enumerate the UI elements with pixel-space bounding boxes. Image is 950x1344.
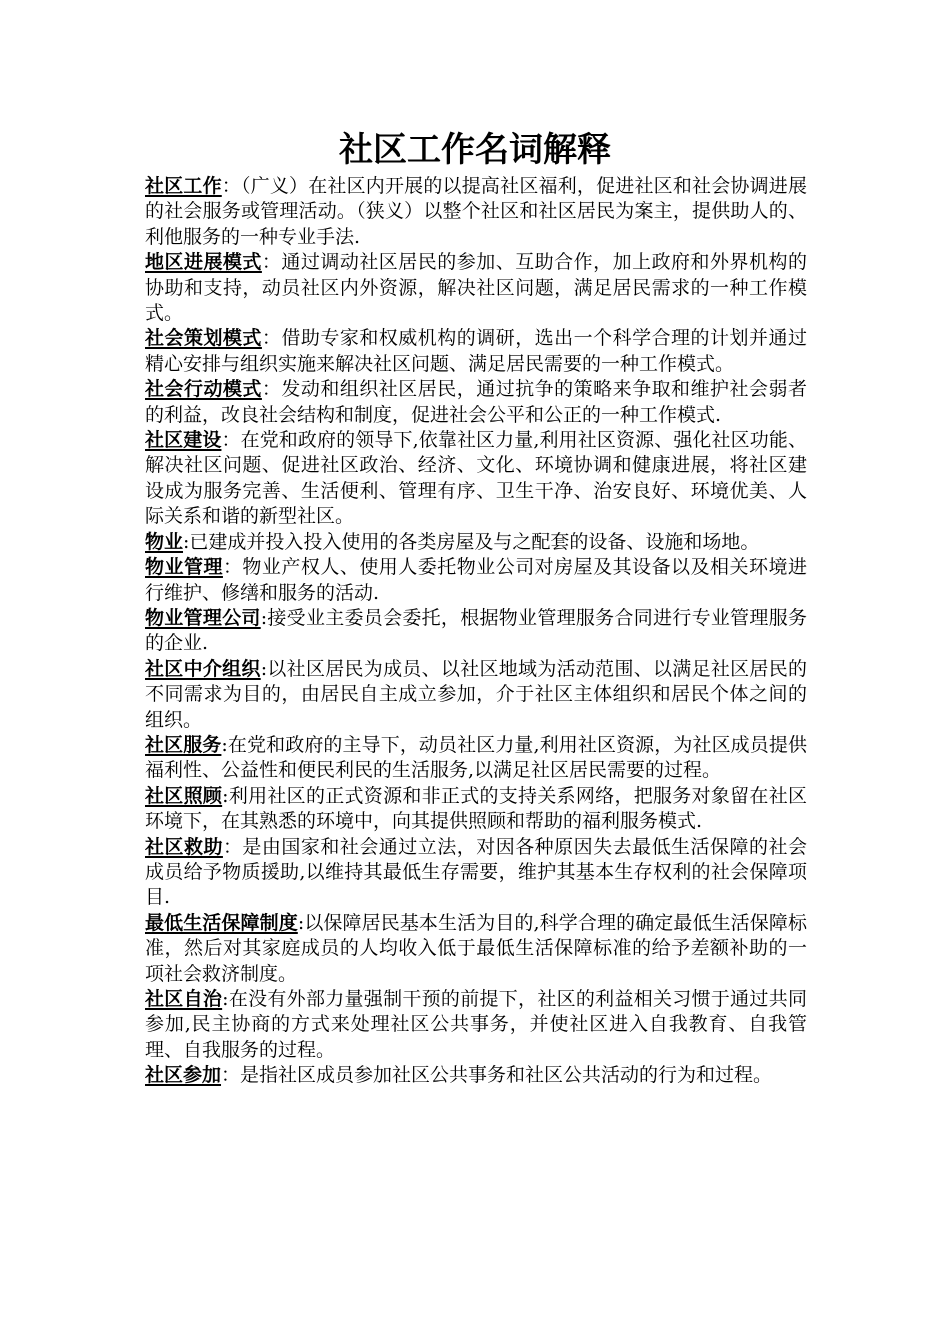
glossary-definition: 是指社区成员参加社区公共事务和社区公共活动的行为和过程。: [240, 1064, 773, 1087]
glossary-entry-community-intermediary: [145, 657, 807, 733]
term-separator: :: [222, 784, 229, 807]
glossary-entry-social-action: [145, 377, 807, 428]
glossary-term: 物业管理: [145, 556, 223, 579]
term-separator: ：: [221, 175, 241, 197]
glossary-definition: 在党和政府的主导下，动员社区力量,利用社区资源，为社区成员提供福利性、公益性和便民利民的生活服务,以满足社区居民需要的过程。: [145, 733, 807, 782]
term-separator: :: [297, 911, 305, 934]
term-separator: :: [222, 988, 229, 1010]
glossary-term: 社区建设: [145, 429, 222, 452]
glossary-entry-community-service: [145, 733, 807, 784]
glossary-entry-community-participation: [145, 1063, 807, 1088]
term-separator: ：: [222, 835, 243, 858]
glossary-definition: 已建成并投入投入使用的各类房屋及与之配套的设备、设施和场地。: [189, 530, 760, 553]
glossary-term: 物业管理公司: [145, 606, 261, 629]
glossary-term: 社区参加: [145, 1064, 222, 1087]
glossary-entry-social-planning: [145, 326, 807, 377]
glossary-term: 物业: [145, 530, 184, 553]
glossary-term: 社区中介组织: [145, 657, 261, 680]
glossary-definition: 通过调动社区居民的参加、互助合作，加上政府和外界机构的协助和支持，动员社区内外资源，解决社区问题，满足居民需求的一种工作模式。: [145, 251, 807, 325]
glossary-definition: 借助专家和权威机构的调研，选出一个科学合理的计划并通过精心安排与组织实施来解决社区问题、满足居民需要的一种工作模式。: [145, 327, 807, 375]
glossary-term: 社会策划模式: [145, 327, 262, 350]
glossary-term: 地区进展模式: [145, 251, 262, 274]
glossary-term: 社区自治: [145, 988, 223, 1010]
glossary-entry-community-building: [145, 428, 807, 530]
term-separator: ：: [261, 327, 282, 350]
glossary-entry-locality-development: [145, 250, 807, 326]
glossary-definition: 在没有外部力量强制干预的前提下，社区的利益相关习惯于通过共同参加,民主协商的方式来处理社区公共事务，并使社区进入自我教育、自我管理、自我服务的过程。: [145, 988, 807, 1061]
glossary-entry-community-relief: [145, 835, 807, 911]
glossary-definition: 在党和政府的领导下,依靠社区力量,利用社区资源、强化社区功能、解决社区问题、促进社区政治、经济、文化、环境协调和健康进展，将社区建设成为服务完善、生活便利、管理有序、卫生干净、治安良好、环境优美、人际关系和谐的新型社区。: [145, 429, 807, 528]
term-separator: :: [183, 530, 190, 553]
term-separator: ：: [261, 251, 282, 274]
glossary-entry-community-autonomy: [145, 987, 807, 1063]
term-separator: ：: [221, 429, 241, 452]
glossary-term: 社区救助: [145, 835, 223, 858]
glossary-entry-property-management: [145, 555, 807, 606]
glossary-entry-minimum-living-security: [145, 911, 807, 987]
glossary-term: 社会行动模式: [145, 378, 262, 401]
glossary-definition: 发动和组织社区居民，通过抗争的策略来争取和维护社会弱者的利益，改良社会结构和制度，促进社会公平和公正的一种工作模式.: [145, 378, 807, 426]
term-separator: ：: [221, 1064, 241, 1087]
glossary-entry-property: [145, 530, 807, 555]
glossary-term: 社区照顾: [145, 784, 223, 807]
term-separator: ：: [261, 378, 282, 401]
glossary-definition: 利用社区的正式资源和非正式的支持关系网络，把服务对象留在社区环境下，在其熟悉的环境中，向其提供照顾和帮助的福利服务模式.: [145, 784, 807, 833]
glossary-definition: 以社区居民为成员、以社区地域为活动范围、以满足社区居民的不同需求为目的，由居民自主成立参加，介于社区主体组织和居民个体之间的组织。: [145, 657, 807, 731]
document-title: 社区工作名词解释: [339, 130, 611, 170]
glossary-definition: 物业产权人、使用人委托物业公司对房屋及其设备以及相关环境进行维护、修缮和服务的活动.: [145, 556, 807, 604]
glossary-entry-community-work: [145, 174, 807, 250]
glossary-definition: 以保障居民基本生活为目的,科学合理的确定最低生活保障标准，然后对其家庭成员的人均收入低于最低生活保障标准的给予差额补助的一项社会救济制度。: [145, 911, 807, 985]
glossary-term: 社区服务: [145, 733, 222, 756]
glossary-definition: 接受业主委员会委托，根据物业管理服务合同进行专业管理服务的企业.: [145, 606, 807, 655]
term-separator: :: [221, 733, 228, 756]
glossary-entry-community-care: [145, 784, 807, 835]
glossary-list: [145, 174, 807, 1089]
glossary-definition: （广义）在社区内开展的以提高社区福利，促进社区和社会协调进展的社会服务或管理活动。（狭义）以整个社区和社区居民为案主，提供助人的、利他服务的一种专业手法.: [145, 175, 807, 248]
glossary-term: 最低生活保障制度: [145, 911, 298, 934]
glossary-definition: 是由国家和社会通过立法，对因各种原因失去最低生活保障的社会成员给予物质援助,以维持其最低生存需要，维护其基本生存权利的社会保障项目.: [145, 835, 807, 909]
term-separator: :: [260, 606, 268, 629]
glossary-term: 社区工作: [145, 175, 222, 197]
glossary-entry-property-management-company: [145, 606, 807, 657]
term-separator: :: [260, 657, 268, 680]
term-separator: ：: [222, 556, 243, 579]
